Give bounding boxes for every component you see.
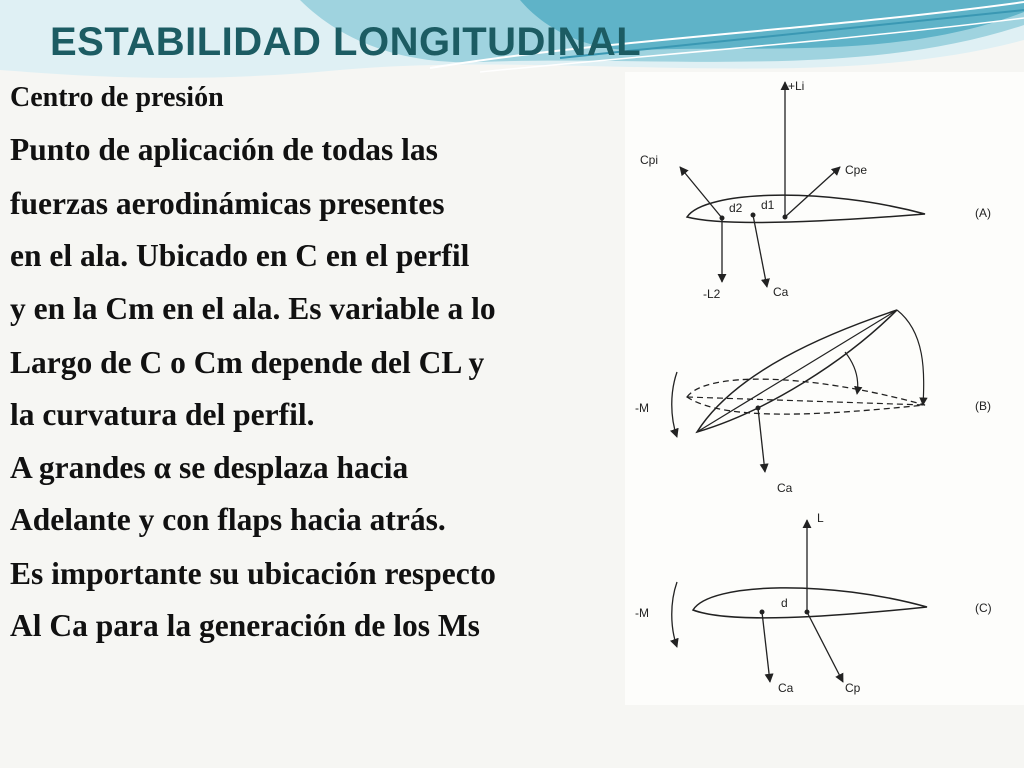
label-cpi: Cpi xyxy=(640,153,659,167)
label-ca-c: Ca xyxy=(778,681,794,695)
label-cp: Cp xyxy=(845,681,861,695)
body-text xyxy=(10,82,650,662)
slide-title: ESTABILIDAD LONGITUDINAL xyxy=(50,20,642,64)
panel-label-b: (B) xyxy=(975,399,991,413)
text-line: A grandes α se desplaza hacia xyxy=(10,450,409,485)
label-lift-c: L xyxy=(817,511,824,525)
diagram-a xyxy=(640,79,991,301)
text-line: y en la Cm en el ala. Es variable a lo xyxy=(10,291,496,326)
text-line: Adelante y con flaps hacia atrás. xyxy=(10,502,446,537)
text-line: fuerzas aerodinámicas presentes xyxy=(10,186,445,221)
diagram-b xyxy=(635,310,991,495)
label-ca: Ca xyxy=(773,285,789,299)
label-ca-b: Ca xyxy=(777,481,793,495)
subtitle: Centro de presión xyxy=(10,82,224,113)
label-lift: +Li xyxy=(788,79,805,93)
label-moment-b: -M xyxy=(635,401,649,415)
text-line: Punto de aplicación de todas las xyxy=(10,132,438,167)
airfoil-figure xyxy=(625,72,1024,705)
label-d2: d2 xyxy=(729,201,743,215)
label-neg-lift: -L2 xyxy=(703,287,721,301)
text-line: la curvatura del perfil. xyxy=(10,397,315,432)
label-d: d xyxy=(781,596,788,610)
diagram-c xyxy=(635,511,992,695)
text-line: Largo de C o Cm depende del CL y xyxy=(10,345,485,380)
panel-label-c: (C) xyxy=(975,601,992,615)
text-line: Al Ca para la generación de los Ms xyxy=(10,608,480,643)
label-cpe: Cpe xyxy=(845,163,868,177)
label-moment-c: -M xyxy=(635,606,649,620)
panel-label-a: (A) xyxy=(975,206,991,220)
label-d1: d1 xyxy=(761,198,775,212)
text-line: en el ala. Ubicado en C en el perfil xyxy=(10,238,470,273)
text-line: Es importante su ubicación respecto xyxy=(10,556,496,591)
